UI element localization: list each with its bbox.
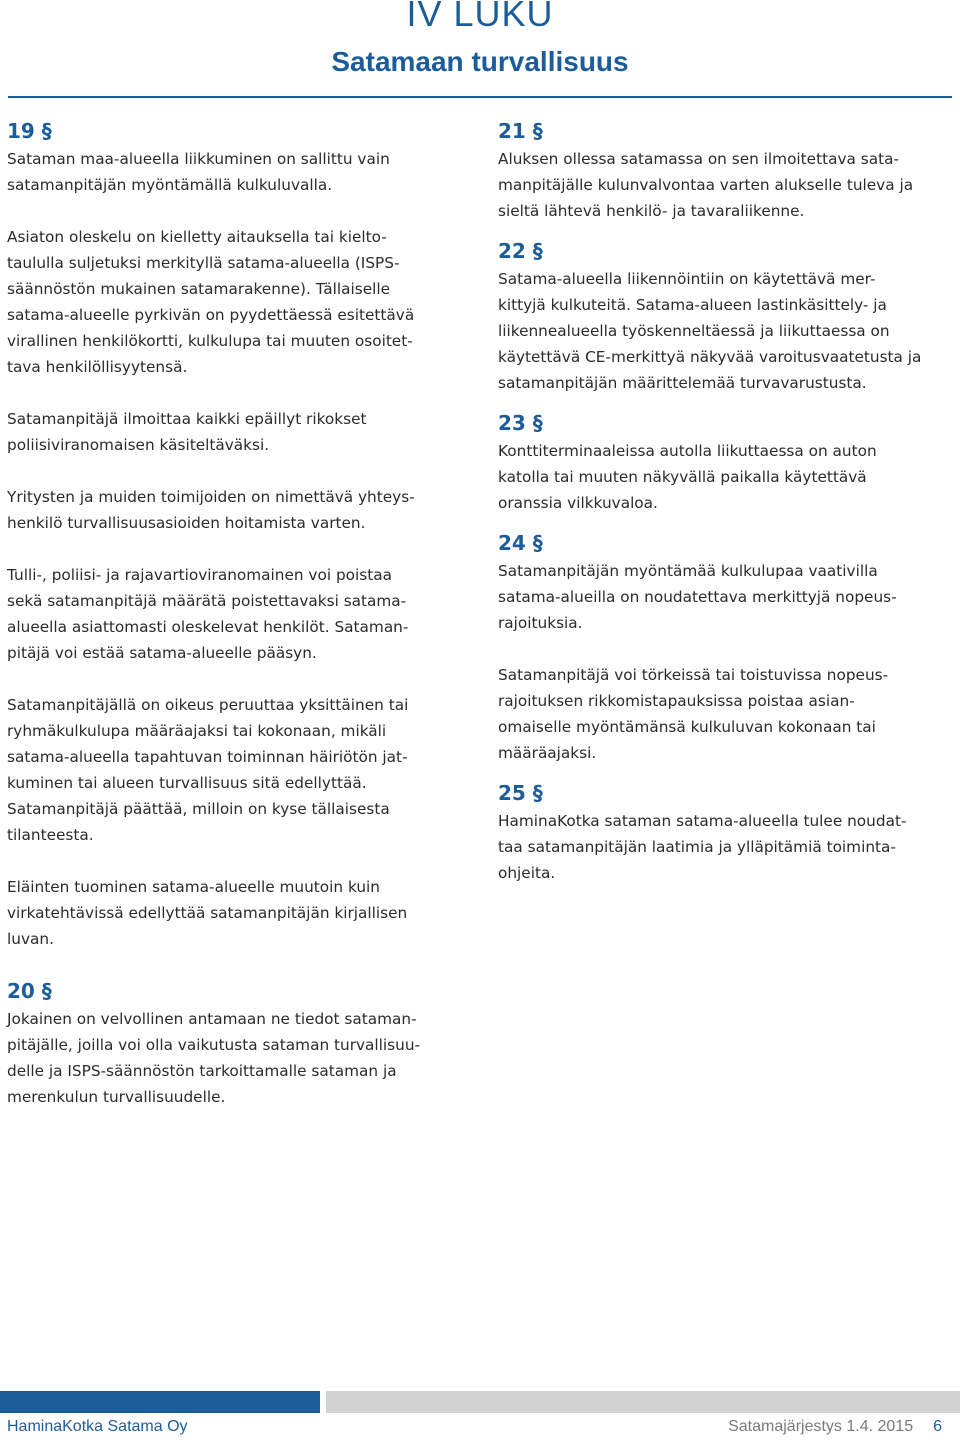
footer-bar-gray (326, 1391, 960, 1413)
section-23 (498, 410, 958, 516)
section-20 (7, 978, 477, 1110)
section-21 (498, 118, 958, 224)
paragraph: Tulli-, poliisi- ja rajavartioviranomainen voi poistaa sekä satamanpitäjä määrätä poistettavaksi satama- alueella asiattomasti oleskelevat henkilöt. Sataman- pitäjä voi estää satama-alueelle pääsyn. (7, 566, 409, 662)
section-heading: 24 § (498, 531, 543, 555)
footer-document: Satamajärjestys 1.4. 2015 (728, 1418, 914, 1435)
paragraph: Asiaton oleskelu on kielletty aitauksella tai kielto- taululla suljetuksi merkityllä satama-alueella (ISPS- säännöstön mukainen satamarakenne). Tällaiselle satama-alueelle pyrkivän on pyydettäessä esitettävä virallinen henkilökortti, kulkulupa tai muuten osoitet- tava henkilöllisyytensä. (7, 228, 415, 376)
paragraph: Satamanpitäjä voi törkeissä tai toistuvissa nopeus- rajoituksen rikkomistapauksissa poistaa asian- omaiselle myöntämänsä kulkuluvan kokonaan tai määräajaksi. (498, 666, 889, 762)
section-heading: 25 § (498, 781, 543, 805)
section-heading: 22 § (498, 239, 543, 263)
paragraph: Yritysten ja muiden toimijoiden on nimettävä yhteys- henkilö turvallisuusasioiden hoitamista varten. (7, 488, 415, 532)
right-column (498, 118, 958, 886)
paragraph: Aluksen ollessa satamassa on sen ilmoitettava sata- manpitäjälle kulunvalvontaa varten alukselle tuleva ja sieltä lähtevä henkilö- ja tavaraliikenne. (498, 150, 914, 220)
footer-bar-blue (0, 1391, 320, 1413)
section-heading: 21 § (498, 119, 543, 143)
paragraph: Sataman maa-alueella liikkuminen on sallittu vain satamanpitäjän myöntämällä kulkuluvalla. (7, 150, 390, 194)
page-number: 6 (933, 1418, 942, 1435)
paragraph: Satama-alueella liikennöintiin on käytettävä mer- kittyjä kulkuteitä. Satama-alueen lastinkäsittely- ja liikennealueella työskenneltäessä ja liikuttaessa on käytettävä CE-merkittyä näkyvää varoitusvaatetusta ja satamanpitäjän määrittelemää turvavarustusta. (498, 270, 922, 392)
section-25 (498, 780, 958, 886)
section-heading: 23 § (498, 411, 543, 435)
section-24 (498, 530, 958, 766)
paragraph: Jokainen on velvollinen antamaan ne tiedot sataman- pitäjälle, joilla voi olla vaikutusta sataman turvallisuu- delle ja ISPS-säännöstön tarkoittamalle sataman ja merenkulun turvallisuudelle. (7, 1010, 421, 1106)
page-title: Satamaan turvallisuus (331, 46, 629, 77)
paragraph: Satamanpitäjällä on oikeus peruuttaa yksittäinen tai ryhmäkulkulupa määräajaksi tai kokonaan, mikäli satama-alueella tapahtuvan toiminnan häiriötön jat- kuminen tai alueen turvallisuus sitä edellyttää. Satamanpitäjä päättää, milloin on kyse tällaisesta tilanteesta. (7, 696, 409, 844)
section-heading: 19 § (7, 119, 52, 143)
footer-company: HaminaKotka Satama Oy (7, 1418, 188, 1435)
chapter-title: IV LUKU (406, 0, 554, 34)
section-19 (7, 118, 477, 952)
footer-document-info (728, 1418, 942, 1436)
paragraph: Satamanpitäjä ilmoittaa kaikki epäillyt rikokset poliisiviranomaisen käsiteltäväksi. (7, 410, 367, 454)
paragraph: Satamanpitäjän myöntämää kulkulupaa vaativilla satama-alueilla on noudatettava merkittyjä nopeus- rajoituksia. (498, 562, 897, 632)
section-22 (498, 238, 958, 396)
paragraph: Eläinten tuominen satama-alueelle muutoin kuin virkatehtävissä edellyttää satamanpitäjän kirjallisen luvan. (7, 878, 408, 948)
left-column (7, 118, 477, 1110)
paragraph: HaminaKotka sataman satama-alueella tulee noudat- taa satamanpitäjän laatimia ja ylläpitämiä toiminta- ohjeita. (498, 812, 907, 882)
title-rule (8, 96, 952, 98)
paragraph: Konttiterminaaleissa autolla liikuttaessa on auton katolla tai muuten näkyvällä paikalla käytettävä oranssia vilkkuvaloa. (498, 442, 877, 512)
section-heading: 20 § (7, 979, 52, 1003)
